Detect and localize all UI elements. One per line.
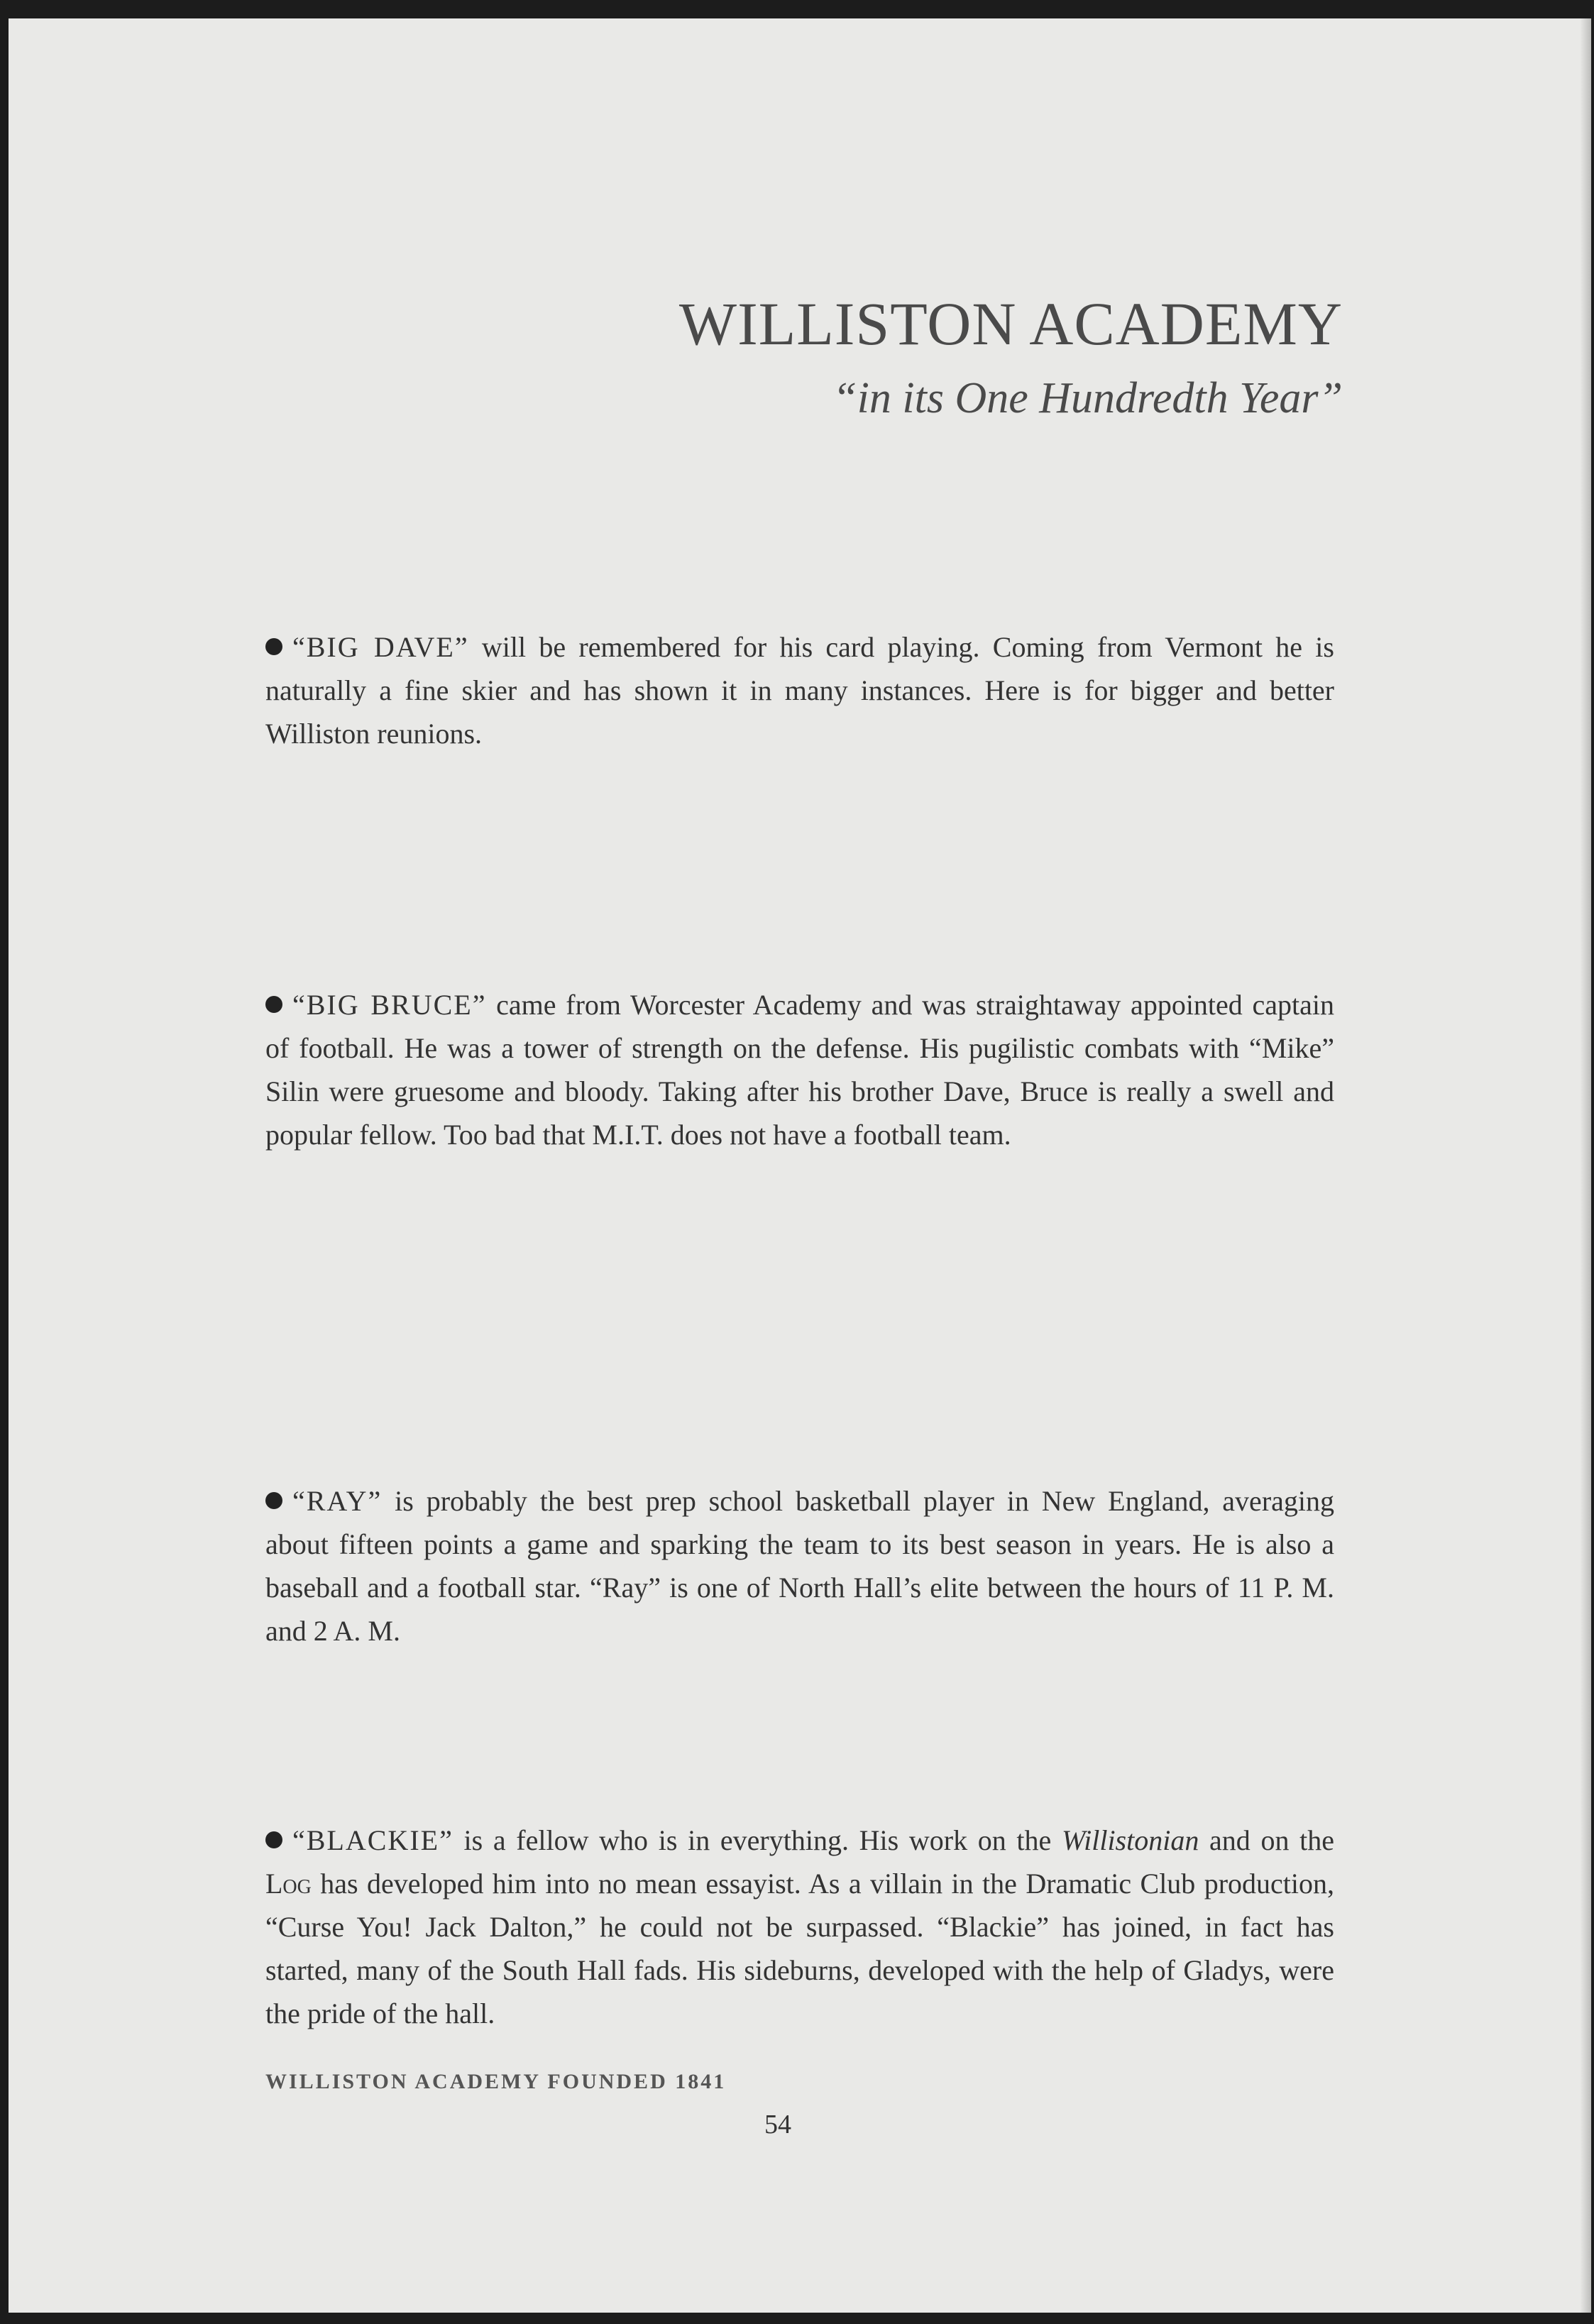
bullet-icon — [265, 996, 282, 1013]
publication-title: Willistonian — [1061, 1824, 1199, 1856]
entry-text: will be remembered for his card playing. Coming from Vermont he is naturally a fine skier and has shown it in many instances. Here is for bigger and better Williston reunions. — [265, 631, 1334, 750]
entry-big-bruce — [265, 983, 1334, 1156]
entry-text: came from Worcester Academy and was straightaway appointed captain of football. He was a tower of strength on the defense. His pugilistic combats with “Mike” Silin were gruesome and bloody. Taking after his brother Dave, Bruce is really a swell and popular fellow. Too bad that M.I.T. does not have a football team. — [265, 989, 1334, 1151]
entry-text: has developed him into no mean essayist. As a villain in the Dramatic Club production, “Curse You! Jack Dalton,” he could not be surpassed. “Blackie” has joined, in fact has started, many of the South Hall fads. His sideburns, developed with the help of Gladys, were the pride of the hall. — [265, 1868, 1334, 2029]
entry-name: “BLACKIE” — [292, 1824, 454, 1856]
page-title: WILLISTON ACADEMY — [678, 290, 1343, 358]
bullet-icon — [265, 1492, 282, 1509]
entry-big-dave — [265, 625, 1334, 755]
publication-name: Log — [265, 1868, 312, 1900]
entry-name: “BIG DAVE” — [292, 631, 469, 663]
page-subtitle: “in its One Hundredth Year” — [832, 374, 1343, 422]
entry-text: is probably the best prep school basketball player in New England, averaging about fifteen points a game and sparking the team to its best season in years. He is also a baseball and a football star. “Ray” is one of North Hall’s elite between the hours of 11 P. M. and 2 A. M. — [265, 1485, 1334, 1647]
page-number: 54 — [764, 2110, 791, 2139]
entry-blackie — [265, 1819, 1334, 2035]
footer-line: WILLISTON ACADEMY FOUNDED 1841 — [265, 2070, 727, 2093]
entry-ray — [265, 1479, 1334, 1652]
entry-text: is a fellow who is in everything. His work on the — [453, 1824, 1062, 1856]
entry-name: “RAY” — [292, 1485, 383, 1517]
bullet-icon — [265, 1831, 282, 1848]
page-edge — [1580, 18, 1591, 2313]
entry-text: and on the — [1199, 1824, 1335, 1856]
entry-name: “BIG BRUCE” — [292, 989, 487, 1021]
yearbook-page — [9, 18, 1591, 2313]
bullet-icon — [265, 638, 282, 655]
